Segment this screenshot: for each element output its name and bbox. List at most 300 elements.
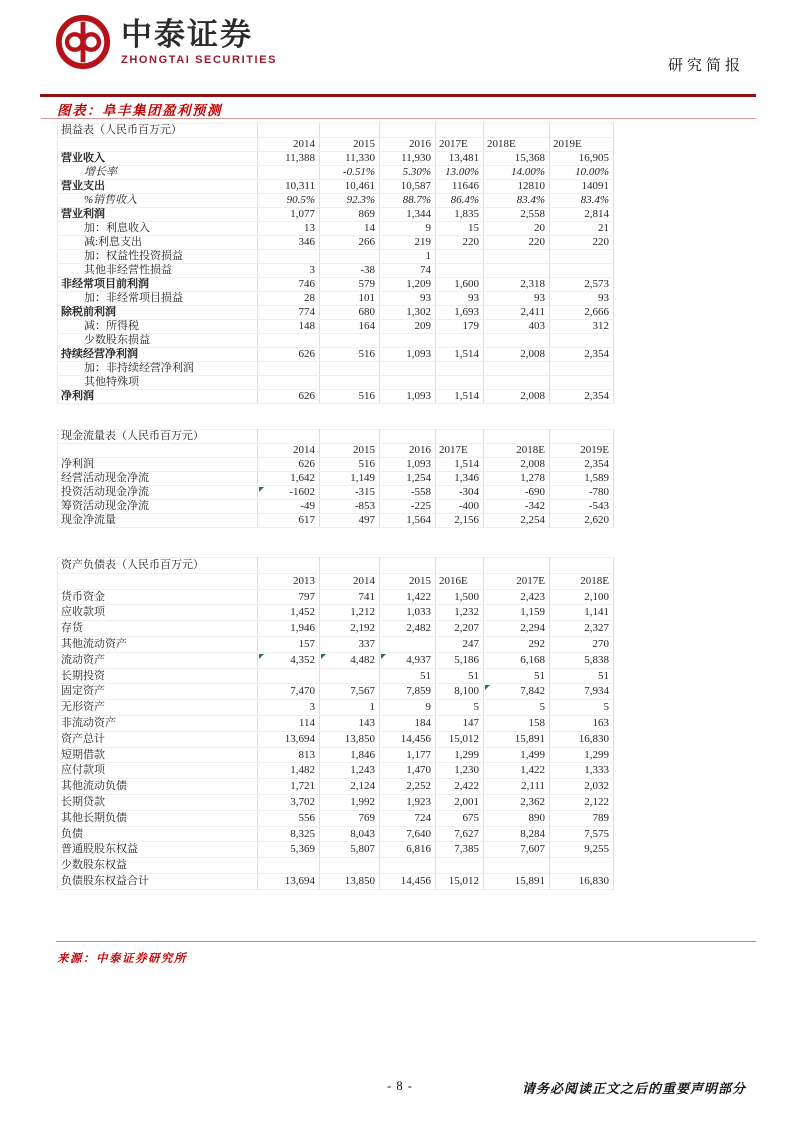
- table-row: [58, 194, 614, 208]
- row-label: 持续经营净利润: [58, 348, 258, 362]
- value-cell: 2,001: [436, 794, 484, 810]
- table-title-row: [58, 124, 614, 138]
- excel-error-corner-icon: [259, 654, 264, 659]
- empty-cell: [436, 124, 484, 138]
- value-cell: 15: [436, 222, 484, 236]
- value-cell: 14: [320, 222, 380, 236]
- row-label: 其他非经营性损益: [58, 264, 258, 278]
- table-row: [58, 858, 614, 874]
- value-cell: 1,470: [380, 763, 436, 779]
- value-cell: 7,934: [550, 684, 614, 700]
- value-cell: 2,422: [436, 779, 484, 795]
- value-cell: 312: [550, 320, 614, 334]
- brand-logo: [54, 13, 277, 71]
- value-cell: 2,354: [550, 348, 614, 362]
- value-cell: 1,835: [436, 208, 484, 222]
- value-cell: 14,456: [380, 731, 436, 747]
- table-row: [58, 472, 614, 486]
- empty-cell: [320, 558, 380, 574]
- value-cell: 11,930: [380, 152, 436, 166]
- value-cell: 617: [258, 514, 320, 528]
- row-label: 减:利息支出: [58, 236, 258, 250]
- zhongtai-knot-icon: [54, 13, 112, 71]
- year-column-header: 2015: [320, 444, 380, 458]
- value-cell: 219: [380, 236, 436, 250]
- value-cell: 114: [258, 715, 320, 731]
- year-column-header: 2016: [380, 138, 436, 152]
- value-cell: [380, 858, 436, 874]
- table-row: [58, 362, 614, 376]
- value-cell: 724: [380, 810, 436, 826]
- year-column-header: 2016E: [436, 573, 484, 589]
- empty-cell: [436, 558, 484, 574]
- table-row: [58, 715, 614, 731]
- corner-cell: [58, 573, 258, 589]
- value-cell: 14,456: [380, 873, 436, 889]
- row-label: 长期投资: [58, 668, 258, 684]
- value-cell: 10.00%: [550, 166, 614, 180]
- empty-cell: [550, 558, 614, 574]
- value-cell: -304: [436, 486, 484, 500]
- table-title-row: [58, 558, 614, 574]
- value-cell: 51: [550, 668, 614, 684]
- value-cell: 2,008: [484, 390, 550, 404]
- empty-cell: [484, 558, 550, 574]
- value-cell: 93: [380, 292, 436, 306]
- table-row: [58, 348, 614, 362]
- value-cell: 1,077: [258, 208, 320, 222]
- value-cell: 266: [320, 236, 380, 250]
- year-column-header: 2014: [258, 138, 320, 152]
- value-cell: 220: [484, 236, 550, 250]
- value-cell: 1,514: [436, 390, 484, 404]
- value-cell: 5,186: [436, 652, 484, 668]
- table-row: [58, 166, 614, 180]
- value-cell: -342: [484, 500, 550, 514]
- value-cell: 10,461: [320, 180, 380, 194]
- row-label: 少数股东损益: [58, 334, 258, 348]
- value-cell: 2,156: [436, 514, 484, 528]
- value-cell: 13,694: [258, 731, 320, 747]
- value-cell: 8,325: [258, 826, 320, 842]
- value-cell: 890: [484, 810, 550, 826]
- table-row: [58, 605, 614, 621]
- table-row: [58, 621, 614, 637]
- table-row: [58, 390, 614, 404]
- row-label: 营业收入: [58, 152, 258, 166]
- value-cell: 93: [484, 292, 550, 306]
- value-cell: 184: [380, 715, 436, 731]
- source-text: 来源：中泰证券研究所: [57, 953, 187, 965]
- value-cell: 8,100: [436, 684, 484, 700]
- row-label: 存货: [58, 621, 258, 637]
- value-cell: 1,422: [484, 763, 550, 779]
- value-cell: [550, 264, 614, 278]
- value-cell: 7,385: [436, 842, 484, 858]
- value-cell: 270: [550, 636, 614, 652]
- value-cell: 15,368: [484, 152, 550, 166]
- table-row: [58, 236, 614, 250]
- figure-caption: 图表：阜丰集团盈利预测: [57, 103, 222, 118]
- value-cell: 3: [258, 700, 320, 716]
- value-cell: 774: [258, 306, 320, 320]
- value-cell: 741: [320, 589, 380, 605]
- table-row: [58, 306, 614, 320]
- value-cell: 1,212: [320, 605, 380, 621]
- table-row: [58, 684, 614, 700]
- value-cell: 346: [258, 236, 320, 250]
- table-title: 损益表（人民币百万元）: [58, 124, 258, 138]
- footer-notice: 请务必阅读正文之后的重要声明部分: [521, 1081, 746, 1096]
- empty-cell: [484, 430, 550, 444]
- value-cell: 1,642: [258, 472, 320, 486]
- row-label: 无形资产: [58, 700, 258, 716]
- value-cell: [320, 668, 380, 684]
- value-cell: 28: [258, 292, 320, 306]
- value-cell: 5: [484, 700, 550, 716]
- table-row: [58, 500, 614, 514]
- table-row: [58, 292, 614, 306]
- value-cell: 5,807: [320, 842, 380, 858]
- value-cell: 13: [258, 222, 320, 236]
- value-cell: 1,923: [380, 794, 436, 810]
- value-cell: [484, 264, 550, 278]
- row-label: 减：所得税: [58, 320, 258, 334]
- value-cell: 1,600: [436, 278, 484, 292]
- value-cell: 2,111: [484, 779, 550, 795]
- value-cell: 83.4%: [550, 194, 614, 208]
- row-label: 增长率: [58, 166, 258, 180]
- value-cell: [258, 362, 320, 376]
- value-cell: 6,168: [484, 652, 550, 668]
- year-column-header: 2015: [380, 573, 436, 589]
- empty-cell: [320, 430, 380, 444]
- value-cell: 8,043: [320, 826, 380, 842]
- row-label: 投资活动现金净流: [58, 486, 258, 500]
- value-cell: -853: [320, 500, 380, 514]
- value-cell: 1,093: [380, 458, 436, 472]
- value-cell: 337: [320, 636, 380, 652]
- value-cell: 74: [380, 264, 436, 278]
- caption-underline: [41, 118, 756, 119]
- table-row: [58, 514, 614, 528]
- value-cell: 21: [550, 222, 614, 236]
- empty-cell: [550, 124, 614, 138]
- value-cell: -315: [320, 486, 380, 500]
- value-cell: [320, 334, 380, 348]
- row-label: 净利润: [58, 458, 258, 472]
- table-row: [58, 826, 614, 842]
- value-cell: 403: [484, 320, 550, 334]
- row-label: 其他流动负债: [58, 779, 258, 795]
- value-cell: 1,422: [380, 589, 436, 605]
- value-cell: 1,141: [550, 605, 614, 621]
- value-cell: 2,666: [550, 306, 614, 320]
- value-cell: 4,352: [258, 652, 320, 668]
- table-row: [58, 779, 614, 795]
- brand-text: [121, 16, 278, 66]
- value-cell: [436, 858, 484, 874]
- value-cell: 1,299: [436, 747, 484, 763]
- value-cell: [380, 362, 436, 376]
- value-cell: [436, 250, 484, 264]
- source-rule: [56, 941, 756, 942]
- value-cell: 2,032: [550, 779, 614, 795]
- value-cell: 7,607: [484, 842, 550, 858]
- table-row: [58, 668, 614, 684]
- value-cell: 7,859: [380, 684, 436, 700]
- value-cell: 3: [258, 264, 320, 278]
- empty-cell: [258, 558, 320, 574]
- brand-name-cn: 中泰证券: [121, 16, 253, 52]
- value-cell: 164: [320, 320, 380, 334]
- value-cell: 13,850: [320, 873, 380, 889]
- table-row: [58, 794, 614, 810]
- value-cell: 1,693: [436, 306, 484, 320]
- year-header-row: [58, 138, 614, 152]
- value-cell: 220: [550, 236, 614, 250]
- value-cell: 9: [380, 222, 436, 236]
- value-cell: 83.4%: [484, 194, 550, 208]
- value-cell: 16,905: [550, 152, 614, 166]
- value-cell: 6,816: [380, 842, 436, 858]
- value-cell: 7,567: [320, 684, 380, 700]
- row-label: 加：非经常项目损益: [58, 292, 258, 306]
- report-type-label: 研究简报: [667, 58, 744, 74]
- value-cell: 292: [484, 636, 550, 652]
- value-cell: 143: [320, 715, 380, 731]
- row-label: 加：权益性投资损益: [58, 250, 258, 264]
- value-cell: 11,388: [258, 152, 320, 166]
- value-cell: 13,481: [436, 152, 484, 166]
- value-cell: 746: [258, 278, 320, 292]
- value-cell: -780: [550, 486, 614, 500]
- value-cell: 20: [484, 222, 550, 236]
- value-cell: [258, 376, 320, 390]
- value-cell: [258, 166, 320, 180]
- value-cell: 516: [320, 348, 380, 362]
- year-column-header: 2018E: [484, 138, 550, 152]
- year-column-header: 2014: [258, 444, 320, 458]
- table-row: [58, 486, 614, 500]
- value-cell: 15,012: [436, 873, 484, 889]
- table-row: [58, 180, 614, 194]
- row-label: 其他流动资产: [58, 636, 258, 652]
- value-cell: 51: [484, 668, 550, 684]
- empty-cell: [258, 430, 320, 444]
- table-row: [58, 652, 614, 668]
- value-cell: [320, 362, 380, 376]
- value-cell: [320, 858, 380, 874]
- value-cell: 179: [436, 320, 484, 334]
- row-label: 其他特殊项: [58, 376, 258, 390]
- empty-cell: [550, 430, 614, 444]
- row-label: 负债: [58, 826, 258, 842]
- row-label: 非经常项目前利润: [58, 278, 258, 292]
- row-label: 固定资产: [58, 684, 258, 700]
- value-cell: 5: [436, 700, 484, 716]
- value-cell: [380, 334, 436, 348]
- excel-error-corner-icon: [259, 487, 264, 492]
- table-row: [58, 264, 614, 278]
- value-cell: 869: [320, 208, 380, 222]
- value-cell: 9: [380, 700, 436, 716]
- value-cell: 3,702: [258, 794, 320, 810]
- row-label: 经营活动现金净流: [58, 472, 258, 486]
- excel-error-corner-icon: [321, 654, 326, 659]
- cash-flow-table: [57, 429, 614, 528]
- value-cell: 1,149: [320, 472, 380, 486]
- table-row: [58, 334, 614, 348]
- value-cell: 789: [550, 810, 614, 826]
- value-cell: 16,830: [550, 873, 614, 889]
- value-cell: [258, 668, 320, 684]
- row-label: 资产总计: [58, 731, 258, 747]
- year-column-header: 2017E: [436, 138, 484, 152]
- value-cell: [380, 376, 436, 390]
- value-cell: [258, 858, 320, 874]
- table-row: [58, 458, 614, 472]
- value-cell: -225: [380, 500, 436, 514]
- value-cell: 626: [258, 458, 320, 472]
- value-cell: 1,093: [380, 348, 436, 362]
- value-cell: 1,589: [550, 472, 614, 486]
- table-row: [58, 250, 614, 264]
- value-cell: 13,850: [320, 731, 380, 747]
- empty-cell: [380, 558, 436, 574]
- value-cell: [550, 334, 614, 348]
- value-cell: 1,564: [380, 514, 436, 528]
- table-row: [58, 842, 614, 858]
- value-cell: 797: [258, 589, 320, 605]
- value-cell: 9,255: [550, 842, 614, 858]
- value-cell: 2,008: [484, 348, 550, 362]
- value-cell: [436, 376, 484, 390]
- value-cell: [436, 264, 484, 278]
- value-cell: 10,311: [258, 180, 320, 194]
- value-cell: 1,344: [380, 208, 436, 222]
- value-cell: 2,207: [436, 621, 484, 637]
- value-cell: 1,299: [550, 747, 614, 763]
- row-label: 应付款项: [58, 763, 258, 779]
- empty-cell: [320, 124, 380, 138]
- value-cell: 16,830: [550, 731, 614, 747]
- value-cell: 1,514: [436, 458, 484, 472]
- value-cell: 2,354: [550, 390, 614, 404]
- value-cell: 13.00%: [436, 166, 484, 180]
- value-cell: 11,330: [320, 152, 380, 166]
- row-label: 应收款项: [58, 605, 258, 621]
- value-cell: [550, 250, 614, 264]
- value-cell: 1,946: [258, 621, 320, 637]
- value-cell: 675: [436, 810, 484, 826]
- value-cell: 11646: [436, 180, 484, 194]
- row-label: 营业利润: [58, 208, 258, 222]
- value-cell: [550, 858, 614, 874]
- value-cell: 497: [320, 514, 380, 528]
- value-cell: 1,033: [380, 605, 436, 621]
- value-cell: 516: [320, 458, 380, 472]
- value-cell: 247: [436, 636, 484, 652]
- value-cell: 2,008: [484, 458, 550, 472]
- value-cell: [258, 334, 320, 348]
- value-cell: 2,124: [320, 779, 380, 795]
- value-cell: 1,232: [436, 605, 484, 621]
- value-cell: 1,846: [320, 747, 380, 763]
- empty-cell: [436, 430, 484, 444]
- excel-error-corner-icon: [485, 685, 490, 690]
- value-cell: [484, 250, 550, 264]
- value-cell: 14091: [550, 180, 614, 194]
- value-cell: 1,230: [436, 763, 484, 779]
- value-cell: 1,177: [380, 747, 436, 763]
- year-column-header: 2013: [258, 573, 320, 589]
- value-cell: 2,814: [550, 208, 614, 222]
- table-row: [58, 763, 614, 779]
- table-row: [58, 222, 614, 236]
- value-cell: 7,640: [380, 826, 436, 842]
- value-cell: 90.5%: [258, 194, 320, 208]
- value-cell: 1,346: [436, 472, 484, 486]
- value-cell: 93: [436, 292, 484, 306]
- value-cell: 1,452: [258, 605, 320, 621]
- value-cell: 2,573: [550, 278, 614, 292]
- row-label: 其他长期负债: [58, 810, 258, 826]
- table-row: [58, 873, 614, 889]
- brand-name-en: ZHONGTAI SECURITIES: [121, 53, 278, 66]
- table-row: [58, 700, 614, 716]
- value-cell: 4,482: [320, 652, 380, 668]
- table-row: [58, 731, 614, 747]
- value-cell: [436, 334, 484, 348]
- value-cell: 10,587: [380, 180, 436, 194]
- value-cell: 13,694: [258, 873, 320, 889]
- table-title: 现金流量表（人民币百万元）: [58, 430, 258, 444]
- corner-cell: [58, 138, 258, 152]
- value-cell: [484, 362, 550, 376]
- value-cell: 1,992: [320, 794, 380, 810]
- value-cell: 92.3%: [320, 194, 380, 208]
- row-label: 加：非持续经营净利润: [58, 362, 258, 376]
- row-label: 少数股东权益: [58, 858, 258, 874]
- value-cell: -400: [436, 500, 484, 514]
- value-cell: 5.30%: [380, 166, 436, 180]
- value-cell: -38: [320, 264, 380, 278]
- value-cell: 7,627: [436, 826, 484, 842]
- table-title-row: [58, 430, 614, 444]
- value-cell: 5: [550, 700, 614, 716]
- value-cell: 2,192: [320, 621, 380, 637]
- table-row: [58, 636, 614, 652]
- year-column-header: 2019E: [550, 138, 614, 152]
- row-label: 流动资产: [58, 652, 258, 668]
- value-cell: [484, 334, 550, 348]
- empty-cell: [484, 124, 550, 138]
- value-cell: 579: [320, 278, 380, 292]
- value-cell: 2,411: [484, 306, 550, 320]
- year-column-header: 2015: [320, 138, 380, 152]
- excel-error-corner-icon: [381, 654, 386, 659]
- value-cell: 51: [380, 668, 436, 684]
- value-cell: 2,620: [550, 514, 614, 528]
- empty-cell: [258, 124, 320, 138]
- value-cell: -0.51%: [320, 166, 380, 180]
- value-cell: 769: [320, 810, 380, 826]
- value-cell: 163: [550, 715, 614, 731]
- value-cell: 7,575: [550, 826, 614, 842]
- row-label: 加：利息收入: [58, 222, 258, 236]
- value-cell: 148: [258, 320, 320, 334]
